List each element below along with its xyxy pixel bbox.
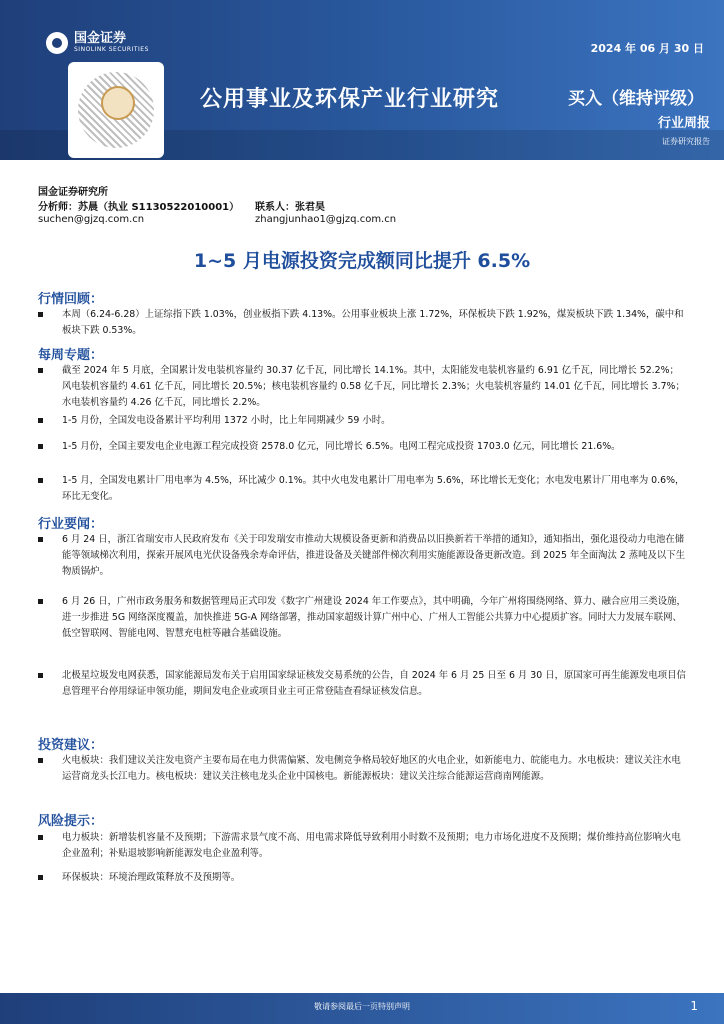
report-type: 行业周报 (657, 116, 710, 131)
research-institute: 国金证券研究所 (38, 187, 108, 198)
list-item: 1-5 月，全国发电累计厂用电率为 4.5%，环比减少 0.1%。其中火电发电累计厂用电率为 5.6%，环比增长无变化；水电发电累计厂用电率为 0.6%，环比无变化。 (38, 473, 688, 505)
list-item: 环保板块：环境治理政策释放不及预期等。 (38, 870, 688, 886)
bullet-icon (38, 875, 43, 880)
bullet-icon (38, 478, 43, 483)
list-item: 6 月 24 日，浙江省瑞安市人民政府发布《关于印发瑞安市推动大规模设备更新和消费品以旧换新若干举措的通知》，通知指出，强化退役动力电池在储能等领域梯次利用，探索开展风电光伏设备残余寿命评估，推进设备及关键部件梯次利用实施能源设备更新改造。到 2025 年全面淘汰 2 蒸吨及以下生物质锅炉。 (38, 532, 688, 580)
qr-center-badge-icon (101, 86, 135, 120)
report-date: 2024 年 06 月 30 日 (590, 42, 704, 55)
document-type: 证券研究报告 (662, 137, 710, 146)
section-title-risk: 风险提示： (38, 814, 104, 829)
bullet-icon (38, 599, 43, 604)
rating: 买入（维持评级） (568, 89, 704, 109)
list-item: 电力板块：新增装机容量不及预期；下游需求景气度不高、用电需求降低导致利用小时数不及预期；电力市场化进度不及预期；煤价维持高位影响火电企业盈利；补贴退坡影响新能源发电企业盈利等。 (38, 830, 688, 862)
bullet-icon (38, 758, 43, 763)
contact-name: 联系人：张君昊 (255, 202, 325, 213)
bullet-icon (38, 312, 43, 317)
bullet-icon (38, 368, 43, 373)
company-logo (46, 32, 149, 54)
report-header (0, 0, 724, 160)
logo-circle-icon (46, 32, 68, 54)
logo-name-en: SINOLINK SECURITIES (74, 46, 149, 53)
analyst-name: 分析师：苏晨（执业 S1130522010001） (38, 202, 240, 213)
analyst-email[interactable]: suchen@gjzq.com.cn (38, 214, 145, 225)
section-title-market: 行情回顾： (38, 292, 104, 307)
list-item: 北极星垃圾发电网获悉，国家能源局发布关于启用国家绿证核发交易系统的公告，自 2024 年 6 月 25 日至 6 月 30 日，原国家可再生能源发电项目信息管理平台停用绿证申领功能，期间发电企业或项目业主可正常登陆查看绿证核发信息。 (38, 668, 688, 700)
bullet-icon (38, 673, 43, 678)
footer-disclaimer-note: 敬请参阅最后一页特别声明 (314, 1002, 410, 1011)
report-headline: 1~5 月电源投资完成额同比提升 6.5% (193, 250, 531, 272)
page-number: 1 (690, 999, 698, 1013)
list-item: 截至 2024 年 5 月底，全国累计发电装机容量约 30.37 亿千瓦，同比增长 14.1%。其中，太阳能发电装机容量约 6.91 亿千瓦，同比增长 52.2%；风电装机容量约 4.61 亿千瓦，同比增长 20.5%；核电装机容量约 0.58 亿千瓦，同比增长 2.3%；火电装机容量约 14.01 亿千瓦，同比增长 3.7%；水电装机容量约 4.26 亿千瓦，同比增长 2.2%。 (38, 363, 688, 411)
bullet-icon (38, 835, 43, 840)
list-item: 6 月 26 日，广州市政务服务和数据管理局正式印发《数字广州建设 2024 年工作要点》，其中明确，今年广州将围绕网络、算力、融合应用三类设施，进一步推进 5G 网络深度覆盖，加快推进 5G-A 网络部署，推动国家超级计算广州中心、广州人工智能公共算力中心提质扩容。同时大力发展车联网、低空智联网、智能电网、智慧充电桩等融合基础设施。 (38, 594, 688, 642)
bullet-icon (38, 418, 43, 423)
section-title-news: 行业要闻： (38, 517, 104, 532)
bullet-icon (38, 537, 43, 542)
contact-email[interactable]: zhangjunhao1@gjzq.com.cn (255, 214, 397, 225)
report-title: 公用事业及环保产业行业研究 (200, 87, 500, 112)
section-title-weekly: 每周专题： (38, 348, 104, 363)
list-item: 火电板块：我们建议关注发电资产主要布局在电力供需偏紧、发电侧竞争格局较好地区的火电企业，如新能电力、皖能电力。水电板块：建议关注水电运营商龙头长江电力。核电板块：建议关注核电龙头企业中国核电。新能源板块：建议关注综合能源运营商南网能源。 (38, 753, 688, 785)
qr-code (68, 62, 164, 158)
list-item: 本周（6.24-6.28）上证综指下跌 1.03%，创业板指下跌 4.13%。公用事业板块上涨 1.72%，环保板块下跌 1.92%，煤炭板块下跌 1.34%，碳中和板块下跌 0.53%。 (38, 307, 688, 339)
logo-name-cn: 国金证券 (74, 31, 127, 46)
list-item: 1-5 月份，全国主要发电企业电源工程完成投资 2578.0 亿元，同比增长 6.5%。电网工程完成投资 1703.0 亿元，同比增长 21.6%。 (38, 439, 688, 455)
bullet-icon (38, 444, 43, 449)
section-title-advice: 投资建议： (38, 738, 104, 753)
list-item: 1-5 月份，全国发电设备累计平均利用 1372 小时，比上年同期减少 59 小时。 (38, 413, 688, 429)
